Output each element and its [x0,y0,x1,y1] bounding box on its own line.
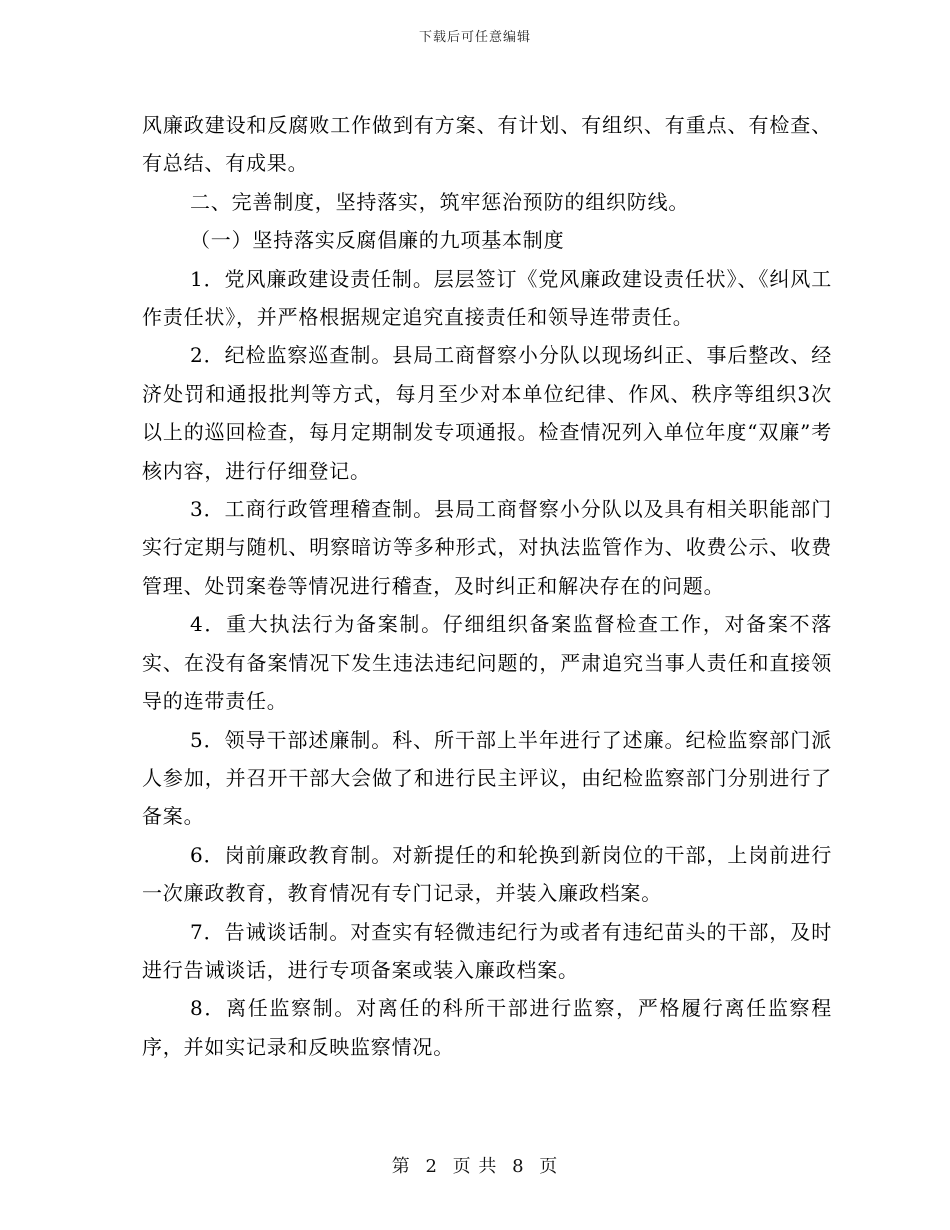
subsection-heading: （一）坚持落实反腐倡廉的九项基本制度 [190,228,565,253]
paragraph-item-6: 6．岗前廉政教育制。对新提任的和轮换到新岗位的干部，上岗前进行一次廉政教育，教育情况有专门记录，并装入廉政档案。 [142,842,832,906]
paragraph-item-5: 5．领导干部述廉制。科、所干部上半年进行了述廉。纪检监察部门派人参加，并召开干部大会做了和进行民主评议，由纪检监察部门分别进行了备案。 [142,727,832,829]
paragraph-item-8: 8．离任监察制。对离任的科所干部进行监察，严格履行离任监察程序，并如实记录和反映监察情况。 [142,996,832,1059]
section-heading: 二、完善制度，坚持落实，筑牢惩治预防的组织防线。 [190,189,690,214]
footer-prefix: 第 [391,1156,411,1177]
footer-suffix: 页 [539,1156,559,1177]
paragraph-continued: 风廉政建设和反腐败工作做到有方案、有计划、有组织、有重点、有检查、有总结、有成果。 [142,113,832,176]
paragraph-item-7: 7．告诫谈话制。对查实有轻微违纪行为或者有违纪苗头的干部，及时进行告诫谈话，进行专项备案或装入廉政档案。 [142,919,832,982]
paragraph-item-2: 2．纪检监察巡查制。县局工商督察小分队以现场纠正、事后整改、经济处罚和通报批判等方式，每月至少对本单位纪律、作风、秩序等组织3次以上的巡回检查，每月定期制发专项通报。检查情况列入单位年度“双廉”考核内容，进行仔细登记。 [142,343,832,483]
paragraph-item-4: 4．重大执法行为备案制。仔细组织备案监督检查工作，对备案不落实、在没有备案情况下发生违法违纪问题的，严肃追究当事人责任和直接领导的连带责任。 [142,612,832,714]
paragraph-item-1: 1．党风廉政建设责任制。层层签订《党风廉政建设责任状》、《纠风工作责任状》，并严格根据规定追究直接责任和领导连带责任。 [142,266,832,330]
paragraph-item-3: 3．工商行政管理稽查制。县局工商督察小分队以及具有相关职能部门实行定期与随机、明察暗访等多种形式，对执法监管作为、收费公示、收费管理、处罚案卷等情况进行稽查，及时纠正和解决存在的问题。 [142,497,832,598]
footer-middle: 页 共 [452,1156,498,1177]
page-footer [0,1152,950,1178]
total-page-number: 8 [512,1156,525,1177]
current-page-number: 2 [425,1156,438,1177]
page-header-note: 下载后可任意编辑 [418,30,531,45]
document-body [142,106,832,1066]
